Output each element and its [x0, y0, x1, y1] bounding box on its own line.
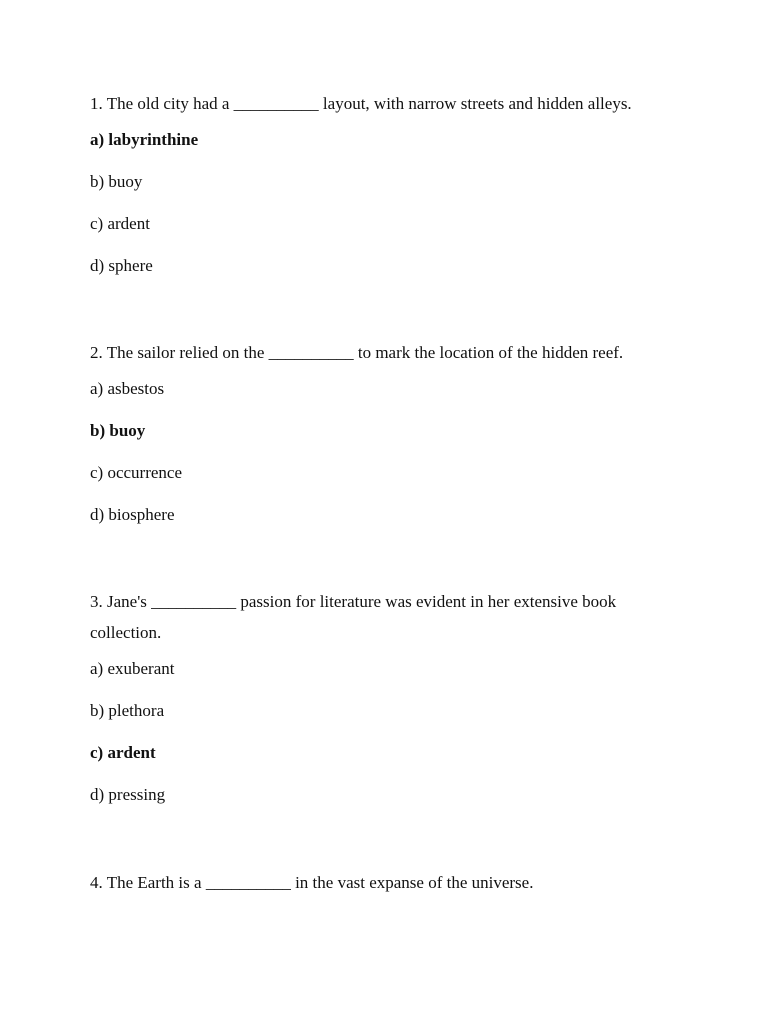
question-2-option-a: a) asbestos: [90, 379, 165, 398]
question-2-text: 2. The sailor relied on the __________ to mark the location of the hidden reef.: [90, 343, 624, 362]
question-3-option-a: a) exuberant: [90, 659, 175, 678]
question-1-text: 1. The old city had a __________ layout, with narrow streets and hidden alleys.: [90, 94, 632, 113]
question-3: [90, 586, 680, 805]
question-1-option-a: a) labyrinthine: [90, 130, 199, 149]
question-4: [90, 867, 680, 898]
question-2-option-c: c) occurrence: [90, 463, 183, 482]
question-2: [90, 337, 680, 525]
question-3-option-c: c) ardent: [90, 743, 156, 762]
question-2-option-b: b) buoy: [90, 421, 146, 440]
question-4-text: 4. The Earth is a __________ in the vast expanse of the universe.: [90, 873, 534, 892]
question-3-option-d: d) pressing: [90, 785, 166, 804]
question-1-option-b: b) buoy: [90, 172, 143, 191]
question-1-option-c: c) ardent: [90, 214, 150, 233]
question-1-option-d: d) sphere: [90, 256, 153, 275]
question-2-option-d: d) biosphere: [90, 505, 175, 524]
question-3-text: 3. Jane's __________ passion for literature was evident in her extensive book collection.: [90, 592, 617, 642]
question-3-option-b: b) plethora: [90, 701, 165, 720]
question-1: [90, 88, 680, 276]
